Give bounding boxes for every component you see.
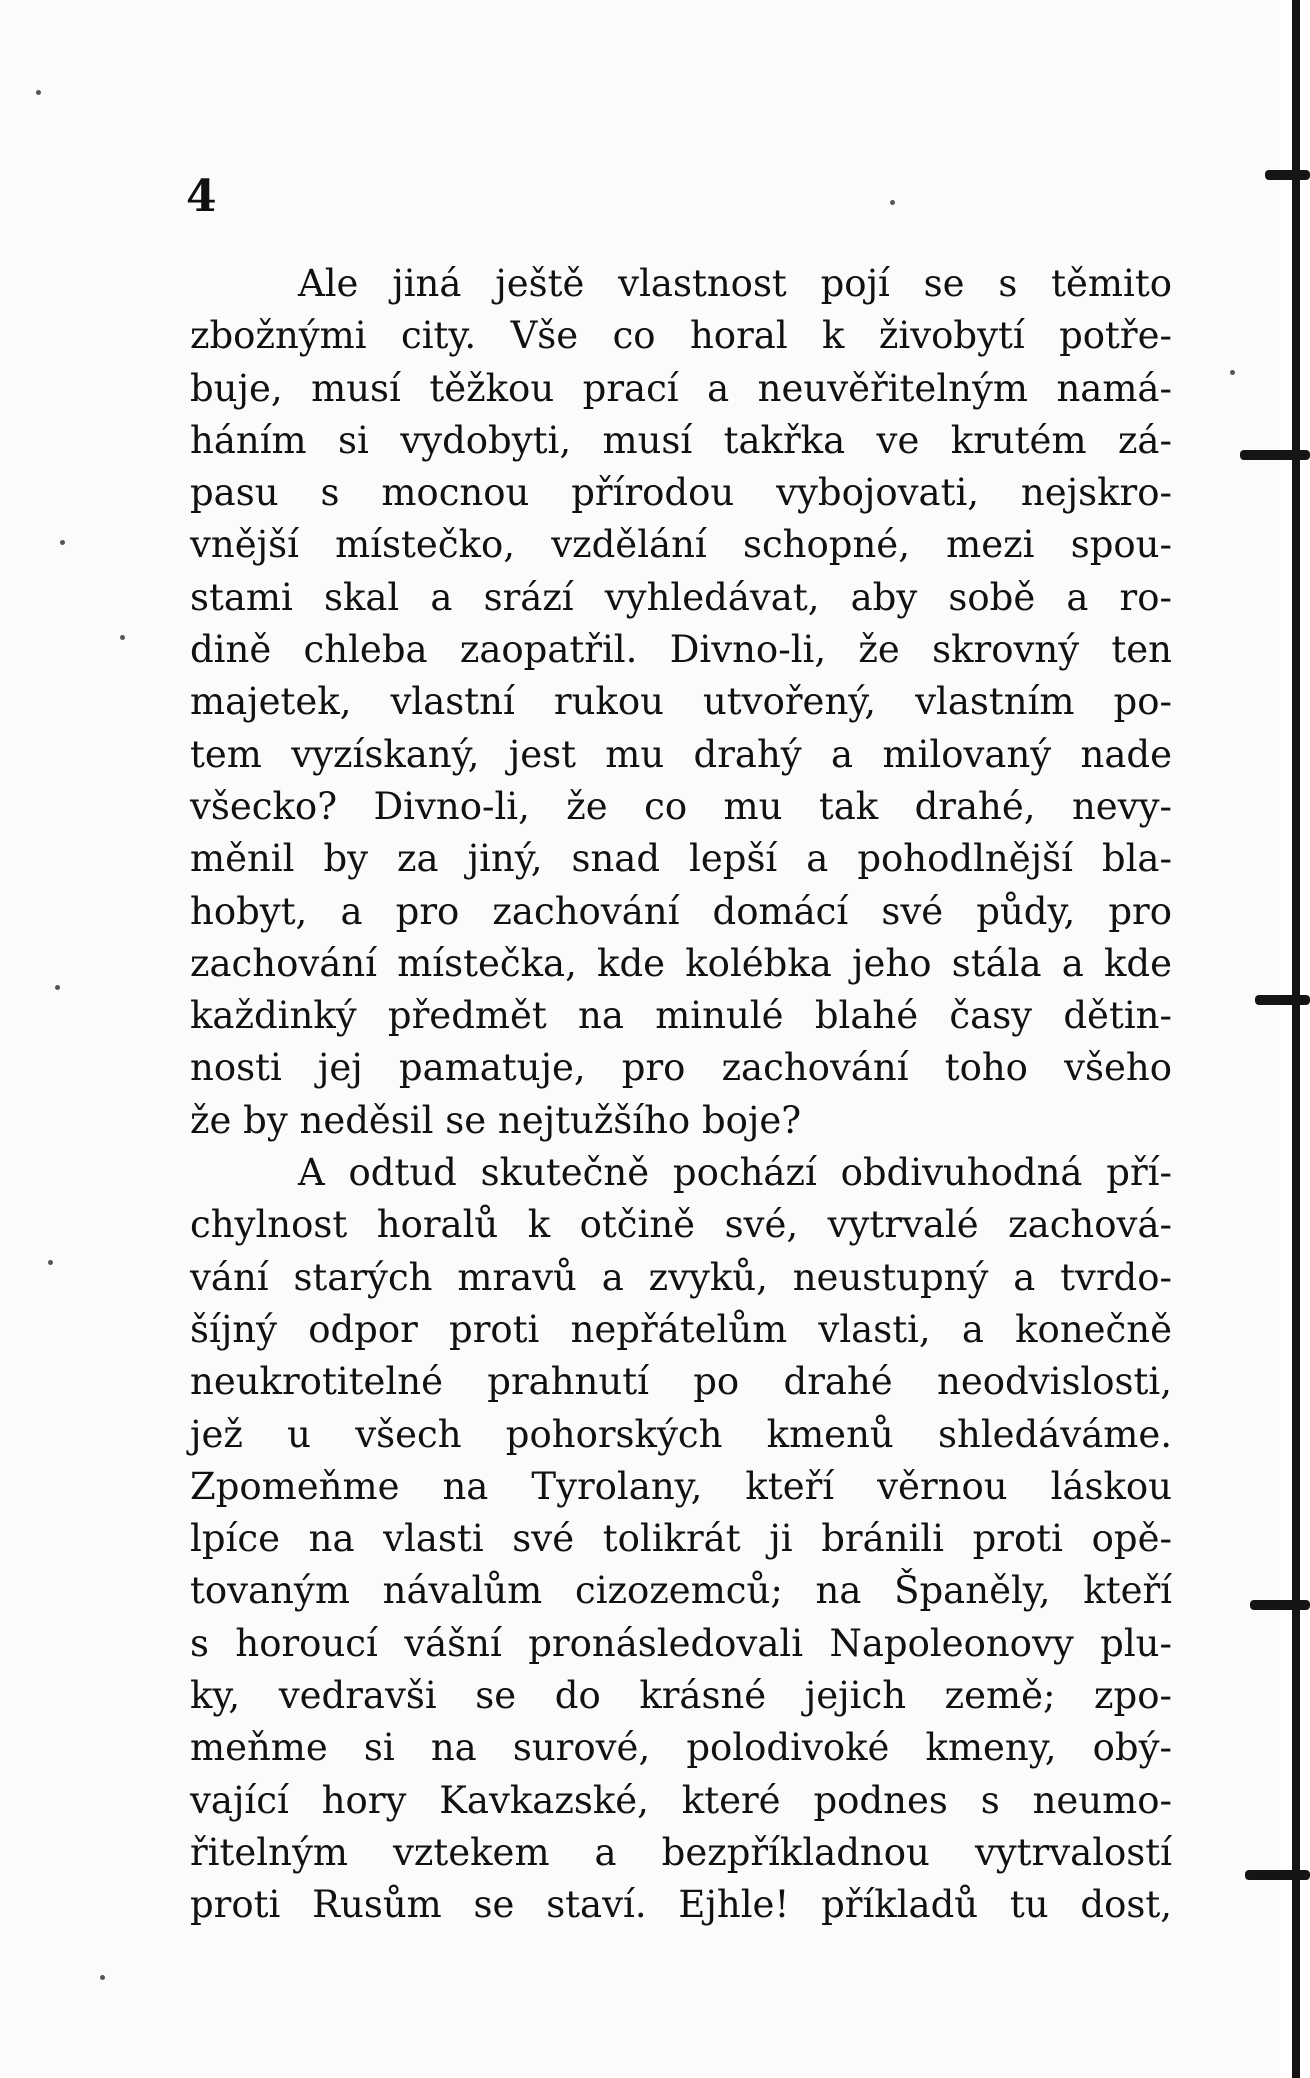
page-number: 4 <box>186 171 217 222</box>
text-line: háním si vydobyti, musí takřka ve krutém zá- <box>190 418 1172 462</box>
text-line: dině chleba zaopatřil. Divno-li, že skrovný ten <box>190 628 1172 672</box>
text-line: buje, musí těžkou prací a neuvěřitelným namá- <box>190 366 1172 410</box>
text-line: řitelným vztekem a bezpříkladnou vytrvalostí <box>190 1830 1172 1874</box>
text-line: chylnost horalů k otčině své, vytrvalé zachová- <box>190 1203 1172 1247</box>
text-line: nosti jej pamatuje, pro zachování toho všeho <box>190 1046 1172 1090</box>
print-speck <box>120 635 125 640</box>
text-line: zbožnými city. Vše co horal k živobytí potře- <box>190 314 1172 358</box>
binding-line <box>1292 0 1300 2078</box>
text-line: s horoucí vášní pronásledovali Napoleonovy plu- <box>190 1621 1172 1665</box>
text-line: proti Rusům se staví. Ejhle! příkladů tu dost, <box>190 1883 1172 1927</box>
text-line: vání starých mravů a zvyků, neustupný a tvrdo- <box>190 1255 1172 1299</box>
text-line: vající hory Kavkazské, které podnes s neumo- <box>190 1778 1172 1822</box>
print-speck <box>36 90 41 95</box>
text-line: Ale jiná ještě vlastnost pojí se s těmito <box>298 262 1172 305</box>
text-line: ky, vedravši se do krásné jejich země; zpo- <box>190 1674 1172 1718</box>
text-line: stami skal a srází vyhledávat, aby sobě a ro- <box>190 575 1172 619</box>
text-line: pasu s mocnou přírodou vybojovati, nejskro- <box>190 471 1172 515</box>
text-line: všecko? Divno-li, že co mu tak drahé, nevy- <box>190 784 1172 828</box>
text-line: šíjný odpor proti nepřátelům vlasti, a konečně <box>190 1307 1172 1351</box>
text-line: tovaným návalům cizozemců; na Španěly, kteří <box>190 1569 1172 1613</box>
page-binding <box>1280 0 1310 2078</box>
text-line: majetek, vlastní rukou utvořený, vlastním po- <box>190 680 1172 724</box>
print-speck <box>48 1260 53 1265</box>
binding-mark <box>1245 1870 1310 1880</box>
text-line: vnější místečko, vzdělání schopné, mezi spou- <box>190 523 1172 567</box>
text-line: měnil by za jiný, snad lepší a pohodlnější bla- <box>190 837 1172 881</box>
text-line: Zpomeňme na Tyrolany, kteří věrnou láskou <box>190 1464 1172 1508</box>
binding-mark <box>1265 170 1310 180</box>
print-speck <box>55 985 60 990</box>
print-speck <box>60 540 65 545</box>
body-text <box>190 258 1172 1932</box>
text-line: zachování místečka, kde kolébka jeho stála a kde <box>190 941 1172 985</box>
print-speck <box>890 200 895 205</box>
binding-mark <box>1240 450 1310 460</box>
text-line: meňme si na surové, polodivoké kmeny, obý- <box>190 1726 1172 1770</box>
text-line: lpíce na vlasti své tolikrát ji bránili proti opě- <box>190 1517 1172 1561</box>
text-line: jež u všech pohorských kmenů shledáváme. <box>190 1412 1172 1456</box>
text-line: každinký předmět na minulé blahé časy dětin- <box>190 994 1172 1038</box>
binding-mark <box>1255 995 1310 1005</box>
text-line: hobyt, a pro zachování domácí své půdy, pro <box>190 889 1172 933</box>
print-speck <box>1230 370 1235 375</box>
binding-mark <box>1250 1600 1310 1610</box>
print-speck <box>100 1975 105 1980</box>
text-line: že by neděsil se nejtužšího boje? <box>190 1098 802 1142</box>
text-line: neukrotitelné prahnutí po drahé neodvislosti, <box>190 1360 1172 1404</box>
text-line: tem vyzískaný, jest mu drahý a milovaný nade <box>190 732 1172 776</box>
text-line: A odtud skutečně pochází obdivuhodná pří- <box>298 1151 1172 1195</box>
